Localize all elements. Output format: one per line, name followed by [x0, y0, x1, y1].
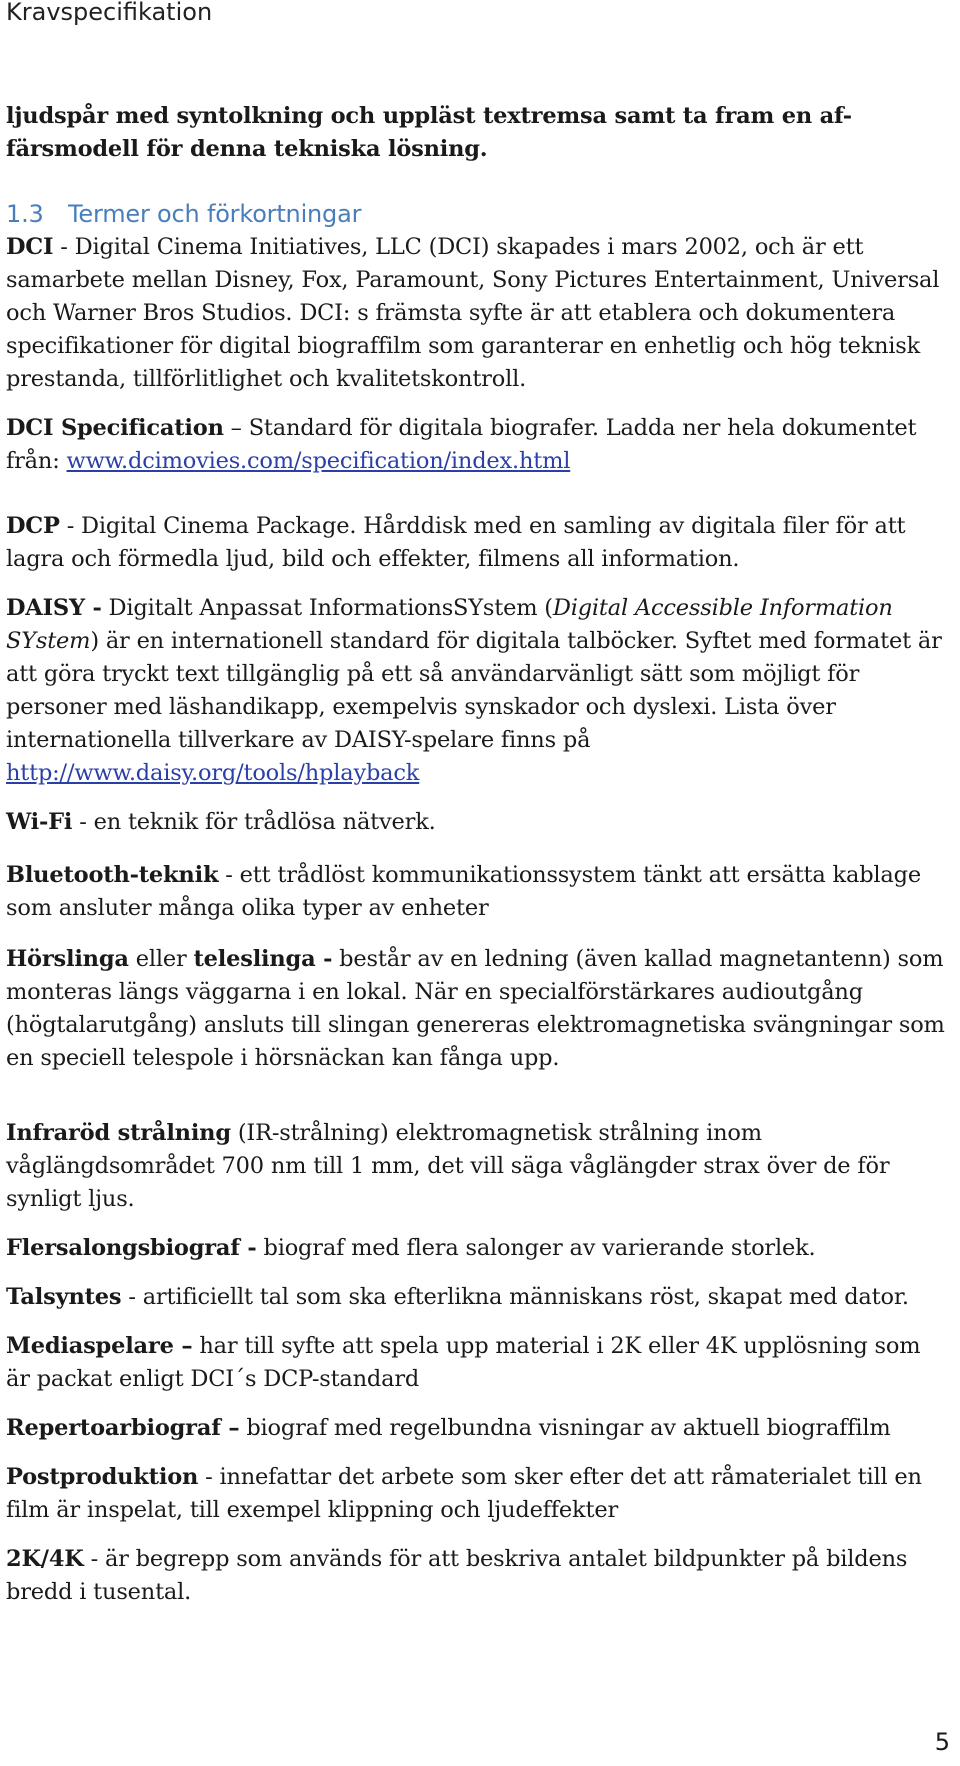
- term-description: (IR-strålning) elektromagnetisk strålning inom våglängdsområdet 700 nm till 1 mm, det vill säga våglängder strax över de för synligt ljus.: [6, 1120, 890, 1212]
- document-header: Kravspecifikation: [6, 0, 213, 26]
- term-label: Infraröd strålning: [6, 1120, 231, 1146]
- daisy-link[interactable]: http://www.daisy.org/tools/hplayback: [6, 760, 420, 786]
- term-2k-4k: [6, 1543, 946, 1609]
- term-wifi: [6, 806, 946, 839]
- term-label: Wi-Fi: [6, 809, 73, 835]
- section-heading: [6, 198, 946, 231]
- term-description: - Digital Cinema Initiatives, LLC (DCI) skapades i mars 2002, och är ett samarbete mellan Disney, Fox, Paramount, Sony Pictures Entertainment, Universal och Warner Bros Studios. DCI: s främsta syfte är att etablera och dokumentera specifikationer för digital biograffilm som garanterar en enhetlig och hög teknisk prestanda, tillförlitlighet och kvalitetskontroll.: [6, 234, 940, 392]
- section-title: Termer och förkortningar: [68, 200, 362, 228]
- term-label: Hörslinga: [6, 946, 129, 972]
- term-description: - innefattar det arbete som sker efter det att råmaterialet till en film är inspelat, till exempel klippning och ljudeffekter: [6, 1464, 922, 1523]
- term-description: - Digital Cinema Package. Hårddisk med en samling av digitala filer för att lagra och förmedla ljud, bild och effekter, filmens all information.: [6, 513, 906, 572]
- intro-line-1: ljudspår med syntolkning och uppläst textremsa samt ta fram en af-: [6, 103, 852, 129]
- term-label: Bluetooth-teknik: [6, 862, 219, 888]
- term-description: – Standard för digitala biografer. Ladda ner hela dokumentet från:: [6, 415, 917, 474]
- document-body: [6, 100, 946, 1609]
- dcimovies-link[interactable]: www.dcimovies.com/specification/index.html: [66, 448, 571, 474]
- intro-paragraph: [6, 100, 946, 166]
- term-bluetooth: [6, 859, 946, 925]
- term-description-continued: ) är en internationell standard för digitala talböcker. Syftet med formatet är att göra tryckt text tillgänglig på ett så användarvänligt sätt som möjligt för personer med läshandikapp, exempelvis synskador och dyslexi. Lista över internationella tillverkare av DAISY-spelare finns på: [6, 628, 942, 753]
- term-label: DCP: [6, 513, 60, 539]
- term-label: Postproduktion: [6, 1464, 199, 1490]
- term-description: - ett trådlöst kommunikationssystem tänkt att ersätta kablage som ansluter många olika typer av enheter: [6, 862, 921, 921]
- term-label: 2K/4K: [6, 1546, 84, 1572]
- term-daisy: [6, 592, 946, 790]
- term-description: - är begrepp som används för att beskriva antalet bildpunkter på bildens bredd i tusental.: [6, 1546, 908, 1605]
- term-description: biograf med regelbundna visningar av aktuell biograffilm: [239, 1415, 891, 1441]
- term-dcp: [6, 510, 946, 576]
- term-label: Mediaspelare –: [6, 1333, 193, 1359]
- section-number: 1.3: [6, 200, 44, 228]
- term-description: biograf med flera salonger av varierande storlek.: [256, 1235, 816, 1261]
- term-label: DCI: [6, 234, 54, 260]
- term-label: DAISY -: [6, 595, 102, 621]
- term-description: har till syfte att spela upp material i 2K eller 4K upplösning som är packat enligt DCI´s DCP-standard: [6, 1333, 921, 1392]
- term-horslinga: [6, 943, 946, 1075]
- term-description: Digitalt Anpassat InformationsSYstem (: [101, 595, 553, 621]
- term-talsyntes: [6, 1281, 946, 1314]
- term-mediaspelare: [6, 1330, 946, 1396]
- term-flersalongsbiograf: [6, 1232, 946, 1265]
- term-postproduktion: [6, 1461, 946, 1527]
- term-dci: [6, 231, 946, 396]
- term-label: DCI Specification: [6, 415, 224, 441]
- term-connector: eller: [128, 946, 194, 972]
- term-label: Flersalongsbiograf -: [6, 1235, 257, 1261]
- term-label: Talsyntes: [6, 1284, 122, 1310]
- term-dci-specification: [6, 412, 946, 478]
- intro-line-2: färsmodell för denna tekniska lösning.: [6, 136, 488, 162]
- term-label-alt: teleslinga -: [193, 946, 333, 972]
- term-label: Repertoarbiograf –: [6, 1415, 240, 1441]
- term-description-italic: Digital Accessible Information SYstem: [6, 595, 893, 654]
- term-repertoarbiograf: [6, 1412, 946, 1445]
- term-infrarod: [6, 1117, 946, 1216]
- term-description: består av en ledning (även kallad magnetantenn) som monteras längs väggarna i en lokal. När en specialförstärkares audioutgång (högtalarutgång) ansluts till slingan genereras elektromagnetiska svängningar som en speciell telespole i hörsnäckan kan fånga upp.: [6, 946, 945, 1071]
- term-description: - en teknik för trådlösa nätverk.: [72, 809, 436, 835]
- term-description: - artificiellt tal som ska efterlikna människans röst, skapat med dator.: [121, 1284, 909, 1310]
- page-number: 5: [934, 1728, 950, 1756]
